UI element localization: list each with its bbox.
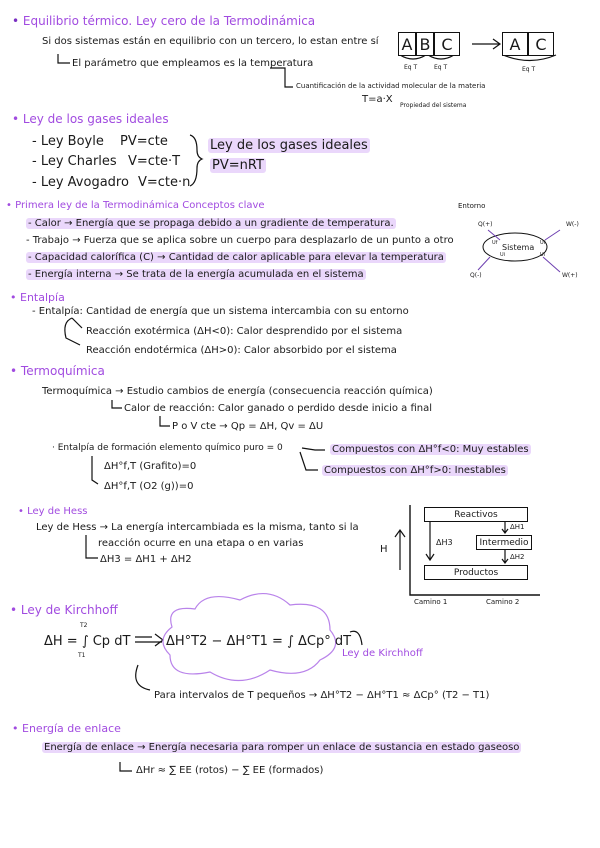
s7-title: • Ley de Kirchhoff [10, 603, 118, 617]
arrow-comp-1 [302, 448, 325, 450]
u-label-4: Ui [540, 252, 546, 258]
arrow-entalpia-endo [65, 318, 80, 345]
box-b: B [416, 32, 434, 56]
w-in-label: W(-) [566, 221, 579, 228]
entorno-label: Entorno [458, 202, 486, 210]
hess-camino-2: Camino 2 [486, 598, 520, 606]
hess-productos: Productos [424, 565, 528, 580]
s8-line2: ΔHr ≈ ∑ EE (rotos) − ∑ EE (formados) [136, 765, 324, 776]
box-c: C [434, 32, 460, 56]
s7-upper-t: T2 [80, 622, 88, 629]
arrow-s1-a [58, 54, 70, 63]
arrow-termo-2 [160, 416, 170, 426]
eq-label-2: Eq T [434, 64, 448, 71]
s7-line: Para intervalos de T pequeños → ΔH°T2 − ΔH°T1 ≈ ΔCp° (T2 − T1) [154, 690, 490, 701]
s2-title: • Ley de los gases ideales [12, 112, 169, 126]
q-in-label: Q(+) [478, 221, 493, 228]
s2-law-2-eq: V=cte·T [128, 154, 181, 169]
arrow-kirchhoff-intervals [136, 665, 150, 690]
s3-title: • Primera ley de la Termodinámica Conceptos clave [6, 200, 265, 211]
arrow-termo-1 [112, 400, 122, 408]
s5-eq2: ΔH°f,T (O2 (g))=0 [104, 481, 194, 492]
box-c-right: C [528, 32, 554, 56]
s2-law-3: - Ley Avogadro [32, 175, 129, 190]
hess-dh3: ΔH3 [436, 538, 453, 547]
s7-eq-mid: ΔH°T2 − ΔH°T1 = ∫ ΔCp° dT [166, 634, 352, 649]
s2-law-3-eq: V=cte·n [138, 175, 191, 190]
s5-comp2: Compuestos con ΔH°f>0: Inestables [324, 465, 506, 476]
arrow-q-out [478, 257, 490, 270]
eq-label-1: Eq T [404, 64, 418, 71]
u-label-3: Ui [500, 252, 506, 258]
s3-item-4: - Energía interna → Se trata de la energía acumulada en el sistema [28, 269, 364, 280]
q-out-label: Q(-) [470, 272, 482, 279]
hess-dh2-arrow [502, 550, 508, 563]
hess-intermedio: Intermedio [476, 535, 532, 550]
hess-reactivos: Reactivos [424, 507, 528, 522]
box-a: A [398, 32, 416, 56]
hess-dh1: ΔH1 [510, 523, 525, 531]
s1-formula: T=a·X [362, 94, 393, 105]
hess-dh3-arrow [426, 522, 434, 560]
s2-result-title: Ley de los gases ideales [210, 138, 368, 153]
arrow-entalpia-exo [72, 318, 82, 328]
arrow-kirchhoff-label [350, 631, 362, 645]
brace-gases [190, 135, 202, 186]
s5-title: • Termoquímica [10, 364, 105, 378]
s2-law-1-eq: PV=cte [120, 134, 168, 149]
s4-exo: Reacción exotérmica (ΔH<0): Calor desprendido por el sistema [86, 326, 403, 337]
s8-line1: Energía de enlace → Energía necesaria para romper un enlace de sustancia en estado gaseoso [44, 742, 520, 753]
s5-line4: · Entalpía de formación elemento químico puro = 0 [52, 443, 283, 453]
equals-arrow [135, 634, 163, 646]
eq-label-3: Eq T [522, 66, 536, 73]
s5-line3: P o V cte → Qp = ΔH, Qv = ΔU [172, 421, 324, 432]
s5-comp1: Compuestos con ΔH°f<0: Muy estables [332, 444, 529, 455]
hess-dh1-arrow [502, 522, 508, 533]
s2-law-2: - Ley Charles [32, 154, 117, 169]
s1-title: • Equilibrio térmico. Ley cero de la Termodinámica [12, 14, 316, 28]
s3-item-1: - Calor → Energía que se propaga debido a un gradiente de temperatura. [28, 218, 394, 229]
s7-eq-left: ΔH = ∫ Cp dT [44, 634, 131, 649]
box-a-right: A [502, 32, 528, 56]
s5-line1: Termoquímica → Estudio cambios de energía (consecuencia reacción química) [42, 386, 433, 397]
arrow-enlace [120, 762, 132, 771]
s1-line1: Si dos sistemas están en equilibrio con un tercero, lo estan entre sí [42, 36, 379, 47]
s8-title: • Energía de enlace [12, 722, 121, 735]
s6-eq: ΔH3 = ΔH1 + ΔH2 [100, 554, 192, 565]
arrow-comp-2 [300, 452, 318, 470]
arrow-w-out [543, 257, 560, 272]
s4-endo: Reacción endotérmica (ΔH>0): Calor absorbido por el sistema [86, 345, 397, 356]
s6-line1: Ley de Hess → La energía intercambiada es la misma, tanto si la [36, 522, 359, 533]
s7-lower-t: T1 [78, 652, 86, 659]
s4-title: • Entalpía [10, 291, 65, 304]
arrow-w-in [545, 230, 560, 240]
s3-item-2: - Trabajo → Fuerza que se aplica sobre un cuerpo para desplazarlo de un punto a otro [26, 235, 454, 246]
s7-label: Ley de Kirchhoff [342, 648, 423, 659]
sistema-label: Sistema [502, 243, 535, 252]
s3-item-3: - Capacidad calorífica (C) → Cantidad de calor aplicable para elevar la temperatura [28, 252, 444, 263]
arrow-boxes [472, 39, 500, 49]
s1-line2: El parámetro que empleamos es la temperatura [72, 58, 314, 69]
s5-eq1: ΔH°f,T (Grafito)=0 [104, 461, 197, 472]
hess-axis-h: H [380, 544, 388, 555]
s5-line2: Calor de reacción: Calor ganado o perdido desde inicio a final [124, 403, 433, 414]
w-out-label: W(+) [562, 272, 578, 279]
s2-result-eq: PV=nRT [212, 158, 264, 173]
arrow-hess [86, 535, 98, 558]
u-label-2: Uf [540, 240, 546, 246]
s1-formula-note: Propiedad del sistema [400, 102, 467, 109]
arrow-termo-eq [92, 456, 98, 484]
hess-h-arrow [395, 530, 405, 570]
s6-title: • Ley de Hess [18, 506, 88, 517]
s1-line3: Cuantificación de la actividad molecular de la materia [296, 82, 486, 90]
s4-def: - Entalpía: Cantidad de energía que un sistema intercambia con su entorno [32, 306, 409, 317]
s2-law-1: - Ley Boyle [32, 134, 104, 149]
arrow-s1-b [270, 68, 293, 87]
hess-camino-1: Camino 1 [414, 598, 448, 606]
hess-dh2: ΔH2 [510, 553, 525, 561]
s6-line2: reacción ocurre en una etapa o en varias [98, 538, 304, 549]
u-label-1: Uf [492, 240, 498, 246]
